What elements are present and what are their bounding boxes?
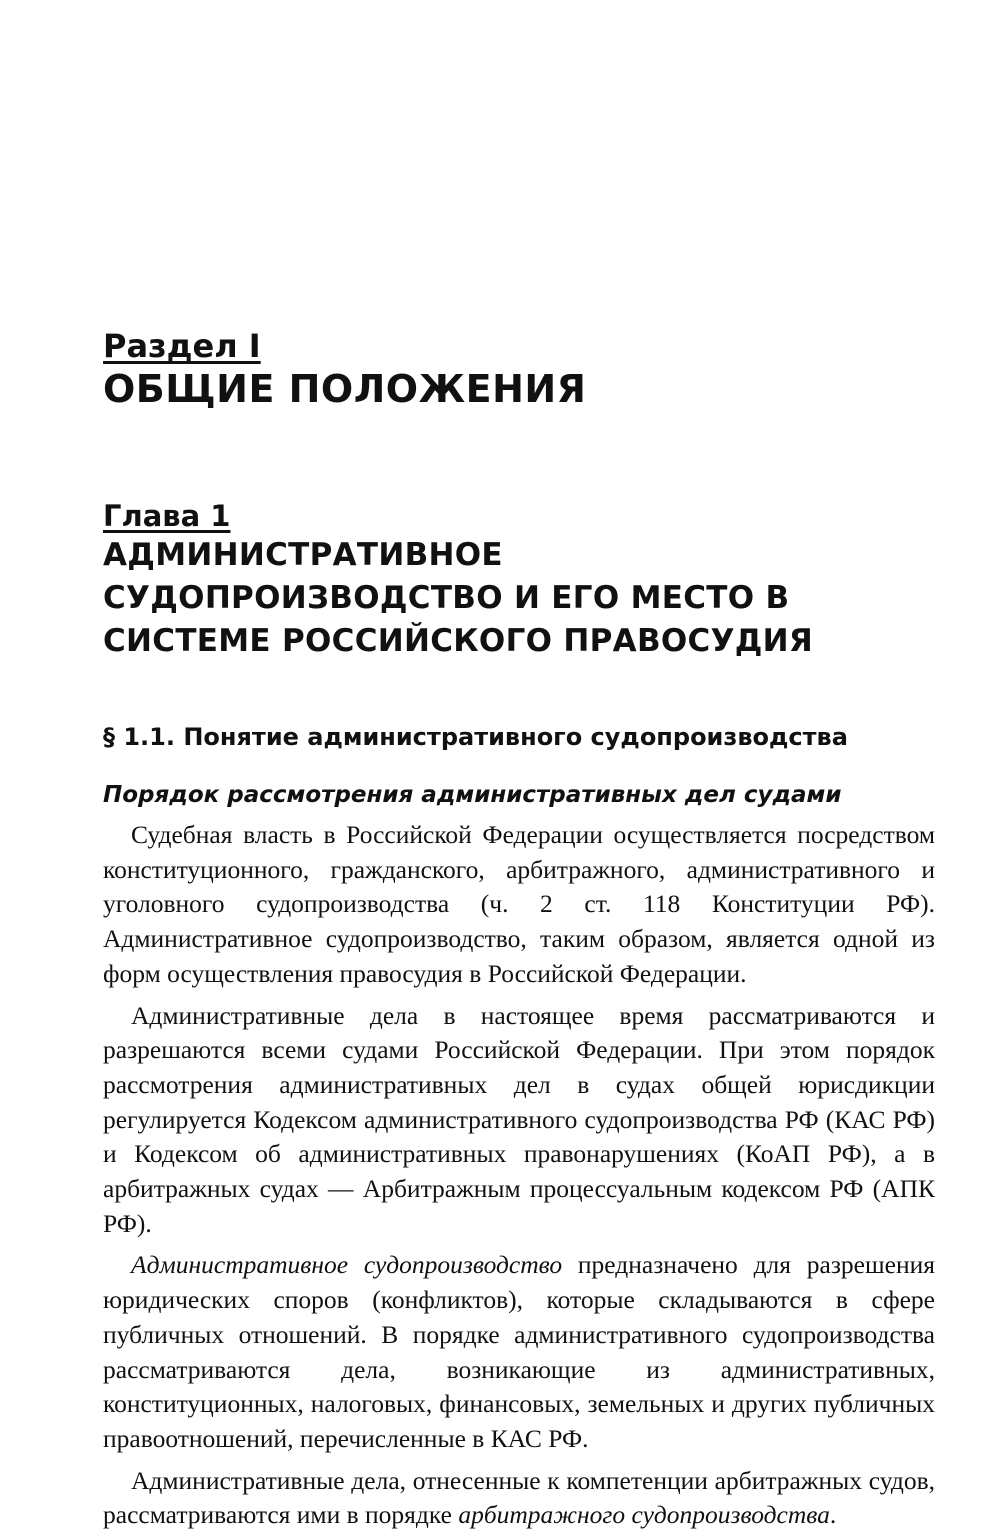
body-paragraph-1: Судебная власть в Российской Федерации осуществляется посредством конституционного, гражданского, арбитражного, административного и уголовного судопроизводства (ч. 2 ст. 118 Конституции РФ). Административное судопроизводство, таким образом, является одной из форм осуществления правосудия в Российской Федерации.	[103, 820, 935, 988]
body-paragraph-4	[103, 1464, 935, 1533]
term-administrative-procedure: Административное судопроизводство	[131, 1250, 563, 1280]
section-title: ОБЩИЕ ПОЛОЖЕНИЯ	[103, 367, 587, 411]
section-label: Раздел I	[103, 327, 261, 365]
term-arbitration-procedure: арбитражного судопроизводства	[458, 1500, 830, 1530]
subheading: Порядок рассмотрения административных дел судами	[103, 782, 842, 808]
chapter-title: АДМИНИСТРАТИВНОЕ СУДОПРОИЗВОДСТВО И ЕГО МЕСТО В СИСТЕМЕ РОССИЙСКОГО ПРАВОСУДИЯ	[103, 537, 814, 659]
body-text	[103, 818, 935, 1534]
chapter-label: Глава 1	[103, 499, 231, 533]
body-paragraph-3	[103, 1248, 935, 1456]
paragraph-heading: § 1.1. Понятие административного судопроизводства	[103, 723, 848, 751]
body-paragraph-3-text: предназначено для разрешения юридических споров (конфликтов), которые складываются в сфере публичных отношений. В порядке административного судопроизводства рассматриваются дела, возникающие из административных, конституционных, налоговых, финансовых, земельных и других публичных правоотношений, перечисленные в КАС РФ.	[103, 1250, 935, 1453]
body-paragraph-4-end: .	[829, 1500, 837, 1530]
body-paragraph-2: Административные дела в настоящее время рассматриваются и разрешаются всеми судами Российской Федерации. При этом порядок рассмотрения административных дел в судах общей юрисдикции регулируется Кодексом административного судопроизводства РФ (КАС РФ) и Кодексом об административных правонарушениях (КоАП РФ), а в арбитражных судах — Арбитражным процессуальным кодексом РФ (АПК РФ).	[103, 1000, 935, 1238]
body-paragraph-4-start: Административные дела, отнесенные к компетенции арбитражных судов, рассматриваются ими в порядке	[103, 1465, 935, 1530]
